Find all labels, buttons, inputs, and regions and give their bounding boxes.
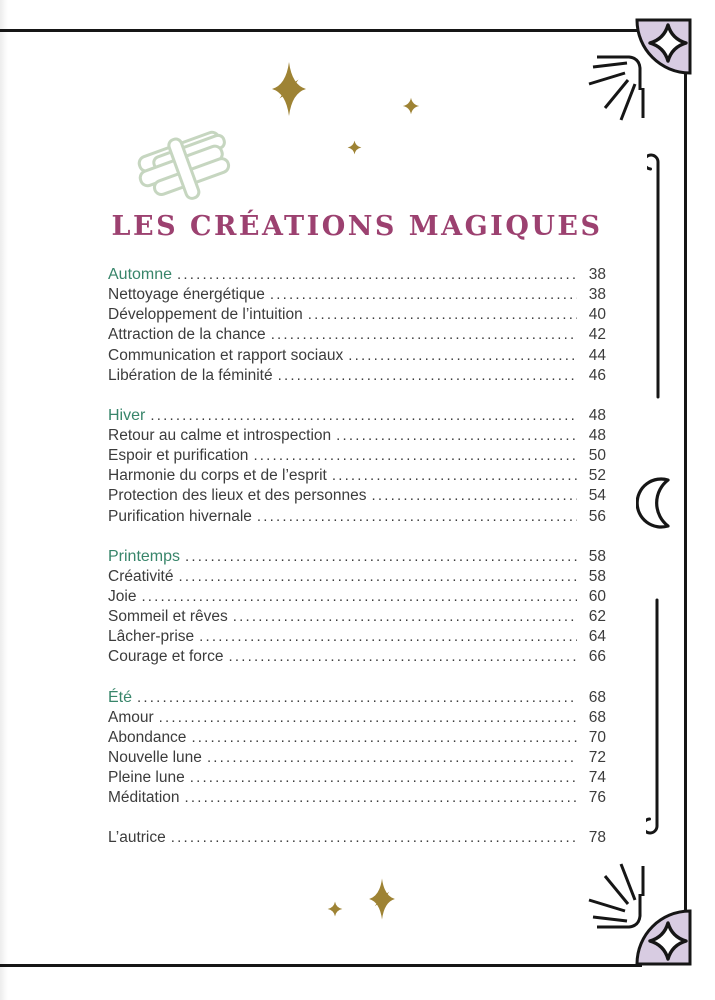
toc-entry-label: Lâcher-prise (108, 628, 195, 646)
leader-dots (348, 347, 577, 365)
toc-entry-label: Abondance (108, 728, 187, 746)
leader-dots (159, 709, 577, 727)
toc-entry-row (108, 628, 606, 648)
toc-entry-label: Courage et force (108, 648, 224, 666)
leader-dots (178, 568, 577, 586)
leader-dots (185, 789, 577, 807)
toc-entry-page: 64 (588, 628, 606, 646)
toc-entry-row (108, 588, 606, 608)
toc-entry-label: Communication et rapport sociaux (108, 346, 344, 364)
eight-point-star-icon (260, 60, 318, 118)
toc-entry-label: Libération de la féminité (108, 366, 273, 384)
leader-dots (141, 588, 577, 606)
leader-dots (271, 326, 577, 344)
toc-entry-page: 58 (588, 567, 606, 585)
toc-entry-row (108, 508, 606, 528)
four-point-star-icon (347, 140, 362, 155)
toc-entry-row (108, 709, 606, 729)
leader-dots (332, 467, 577, 485)
curl-line-icon (646, 598, 668, 842)
toc-entry-page: 38 (588, 286, 606, 304)
toc-entry-label: Créativité (108, 567, 174, 585)
toc-entry-page: 74 (588, 769, 606, 787)
star-small-bottom (327, 901, 343, 917)
toc-entry-page: 66 (588, 648, 606, 666)
toc-entry-label: Pleine lune (108, 769, 185, 787)
toc-entry-row (108, 729, 606, 749)
toc-entry-row (108, 427, 606, 447)
toc-entry-page: 68 (588, 708, 606, 726)
leader-dots (137, 689, 577, 707)
toc-entry-label: L’autrice (108, 829, 166, 847)
toc-entry-label: Nouvelle lune (108, 748, 202, 766)
leader-dots (150, 407, 577, 425)
leader-dots (233, 608, 577, 626)
frame-right-line (684, 71, 687, 913)
leader-dots (308, 306, 577, 324)
toc-section (108, 548, 606, 669)
toc-entry-row (108, 467, 606, 487)
toc-entry-label: Amour (108, 708, 154, 726)
toc-season-label: Automne (108, 266, 173, 283)
star-medium-bottom (360, 877, 404, 921)
toc-season-label: Printemps (108, 547, 181, 565)
page-title: LES CRÉATIONS MAGIQUES (111, 211, 603, 242)
eight-point-star-icon (360, 877, 404, 921)
frame-top-line (0, 29, 642, 32)
toc-season-row (108, 689, 606, 709)
toc-entry-page: 62 (588, 608, 606, 626)
crescent-moon-ornament (636, 476, 682, 530)
toc-entry-row (108, 789, 606, 809)
sage-smudge-bundle-illustration (128, 112, 248, 214)
leader-dots (257, 508, 577, 526)
toc-entry-page: 44 (588, 346, 606, 364)
corner-sparkle-ornament-top-right (575, 10, 697, 170)
curl-line-ornament-top (647, 146, 669, 400)
toc-entry-label: Purification hivernale (108, 507, 252, 525)
star-small-top-center (347, 140, 362, 155)
four-point-star-icon (327, 901, 343, 917)
leader-dots (228, 648, 577, 666)
toc-entry-row (108, 306, 606, 326)
toc-entry-label: Retour au calme et introspection (108, 426, 332, 444)
crescent-moon-icon (636, 476, 682, 530)
leader-dots (270, 286, 577, 304)
curl-line-icon (647, 146, 669, 400)
toc-entry-row (108, 648, 606, 668)
toc-entry-page: 52 (588, 467, 606, 485)
sparkle-quarter-circle-icon (575, 10, 697, 170)
leader-dots (177, 266, 577, 284)
toc-entry-page: 54 (588, 487, 606, 505)
toc-entry-row (108, 286, 606, 306)
toc-entry-row (108, 568, 606, 588)
toc-season-row (108, 548, 606, 568)
toc-season-label: Été (108, 688, 133, 706)
toc-entry-label: Nettoyage énergétique (108, 286, 265, 304)
toc-entry-row (108, 447, 606, 467)
toc-entry-page: 56 (588, 507, 606, 525)
toc-entry-label: Attraction de la chance (108, 326, 266, 344)
four-point-star-icon (402, 97, 420, 115)
toc-entry-page: 72 (588, 748, 606, 766)
leader-dots (207, 749, 577, 767)
toc-entry-page: 42 (588, 326, 606, 344)
page-edge-shadow (0, 0, 8, 1000)
leader-dots (199, 628, 577, 646)
toc-season-label: Hiver (108, 406, 146, 424)
toc-entry-page: 58 (588, 547, 606, 565)
curl-line-ornament-bottom (646, 598, 668, 842)
toc-entry-label: Harmonie du corps et de l’esprit (108, 467, 327, 485)
toc-entry-page: 48 (588, 426, 606, 444)
toc-entry-page: 70 (588, 728, 606, 746)
toc-entry-page: 40 (588, 306, 606, 324)
sage-bundle-icon (128, 112, 248, 214)
toc-entry-label: Espoir et purification (108, 447, 249, 465)
toc-entry-page: 38 (588, 266, 606, 283)
toc-entry-page: 50 (588, 447, 606, 465)
toc-entry-row (108, 487, 606, 507)
toc-entry-row (108, 608, 606, 628)
toc-season-row (108, 266, 606, 286)
toc-section (108, 407, 606, 528)
toc-entry-label: Protection des lieux et des personnes (108, 487, 367, 505)
leader-dots (336, 427, 577, 445)
toc-entry-label: Méditation (108, 789, 180, 807)
star-large-top (260, 60, 318, 118)
leader-dots (278, 367, 577, 385)
toc-season-row (108, 407, 606, 427)
toc-sections (108, 266, 606, 850)
toc-entry-label: Joie (108, 587, 137, 605)
toc-entry-row (108, 769, 606, 789)
toc-entry-page: 76 (588, 789, 606, 807)
leader-dots (253, 447, 577, 465)
toc-entry-row (108, 367, 606, 387)
toc-footer-row (108, 829, 606, 849)
leader-dots (190, 769, 577, 787)
toc-section (108, 689, 606, 810)
toc-entry-page: 78 (588, 829, 606, 847)
toc-entry-row (108, 326, 606, 346)
toc-entry-row (108, 749, 606, 769)
toc-entry-row (108, 347, 606, 367)
frame-bottom-line (0, 964, 642, 967)
toc-entry-page: 48 (588, 406, 606, 424)
leader-dots (372, 487, 578, 505)
leader-dots (191, 729, 577, 747)
leader-dots (185, 548, 577, 566)
toc-entry-page: 68 (588, 688, 606, 706)
toc-entry-page: 46 (588, 366, 606, 384)
toc-section (108, 266, 606, 387)
toc-entry-label: Développement de l’intuition (108, 306, 303, 324)
toc-entry-page: 60 (588, 587, 606, 605)
star-small-top-right (402, 97, 420, 115)
leader-dots (171, 829, 577, 847)
toc-entry-label: Sommeil et rêves (108, 608, 228, 626)
